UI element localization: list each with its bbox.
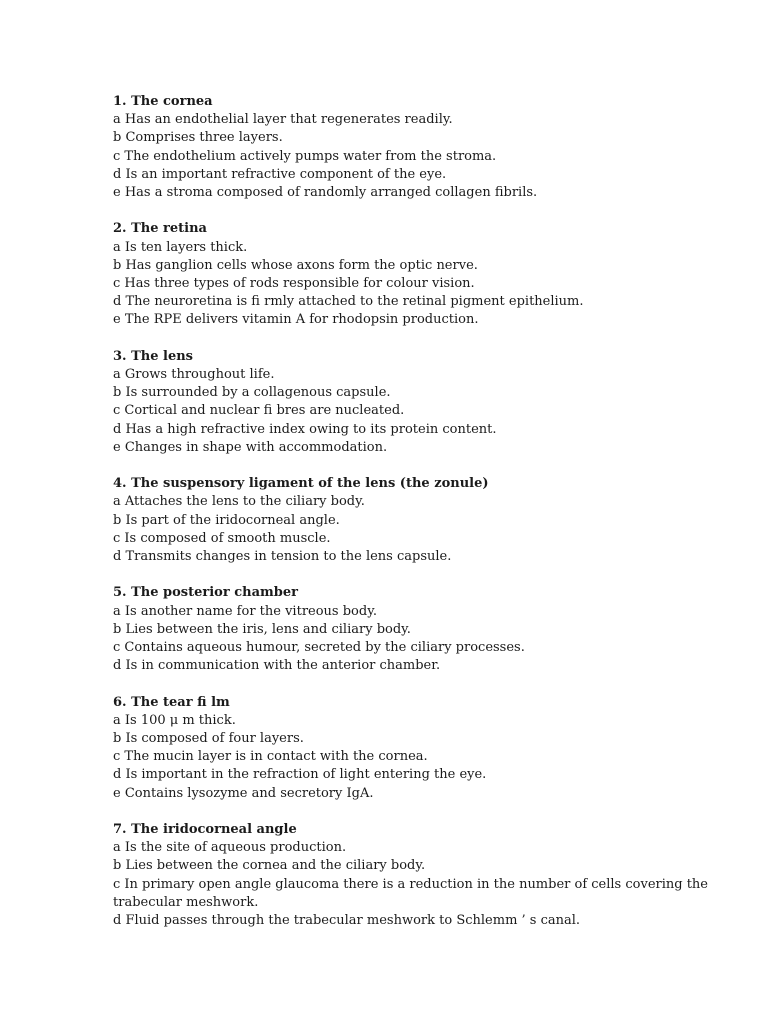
question-title: 1. The cornea [113,94,213,109]
question-3 [113,348,733,457]
question-title: 4. The suspensory ligament of the lens (the zonule) [113,476,489,492]
option-c: c In primary open angle glaucoma there is a reduction in the number of cells covering the trabecular meshwork. [113,876,708,910]
option-e: e Has a stroma composed of randomly arranged collagen fibrils. [113,185,538,201]
question-7 [113,821,733,930]
option-c: c Has three types of rods responsible for colour vision. [113,276,475,292]
option-a: a Is ten layers thick. [113,239,248,255]
option-d: d Transmits changes in tension to the lens capsule. [113,549,452,565]
option-a: a Is another name for the vitreous body. [113,603,377,619]
option-e: e Contains lysozyme and secretory IgA. [113,785,374,801]
option-c: c The mucin layer is in contact with the cornea. [113,749,428,765]
question-title: 6. The tear fi lm [113,694,230,710]
question-1 [113,93,733,202]
question-title: 3. The lens [113,348,193,364]
question-6 [113,694,733,803]
option-c: c Cortical and nuclear fi bres are nucleated. [113,403,405,419]
option-d: d Is important in the refraction of light entering the eye. [113,767,487,783]
question-list [113,93,733,948]
option-c: c The endothelium actively pumps water from the stroma. [113,148,497,164]
option-b: b Has ganglion cells whose axons form the optic nerve. [113,257,478,273]
question-title: 2. The retina [113,221,207,237]
question-4 [113,475,733,566]
question-5 [113,584,733,675]
option-b: b Comprises three layers. [113,130,283,146]
option-c: c Is composed of smooth muscle. [113,530,331,546]
option-c: c Contains aqueous humour, secreted by the ciliary processes. [113,640,525,656]
option-d: d Has a high refractive index owing to its protein content. [113,421,497,437]
option-b: b Is composed of four layers. [113,731,304,747]
option-b: b Is part of the iridocorneal angle. [113,512,340,528]
option-e: e Changes in shape with accommodation. [113,439,388,455]
option-b: b Lies between the cornea and the ciliary body. [113,858,426,874]
option-d: d Fluid passes through the trabecular meshwork to Schlemm ’ s canal. [113,913,581,929]
option-a: a Attaches the lens to the ciliary body. [113,494,365,510]
option-a: a Grows throughout life. [113,367,275,383]
option-a: a Is 100 μ m thick. [113,712,236,728]
question-2 [113,220,733,329]
option-e: e The RPE delivers vitamin A for rhodopsin production. [113,312,479,328]
option-b: b Lies between the iris, lens and ciliary body. [113,621,411,637]
option-a: a Has an endothelial layer that regenerates readily. [113,112,453,128]
option-a: a Is the site of aqueous production. [113,840,347,856]
option-d: d Is in communication with the anterior chamber. [113,658,441,674]
question-title: 5. The posterior chamber [113,585,298,601]
option-d: d The neuroretina is fi rmly attached to the retinal pigment epithelium. [113,294,584,310]
option-d: d Is an important refractive component of the eye. [113,166,447,182]
question-title: 7. The iridocorneal angle [113,822,297,838]
option-b: b Is surrounded by a collagenous capsule. [113,385,391,401]
